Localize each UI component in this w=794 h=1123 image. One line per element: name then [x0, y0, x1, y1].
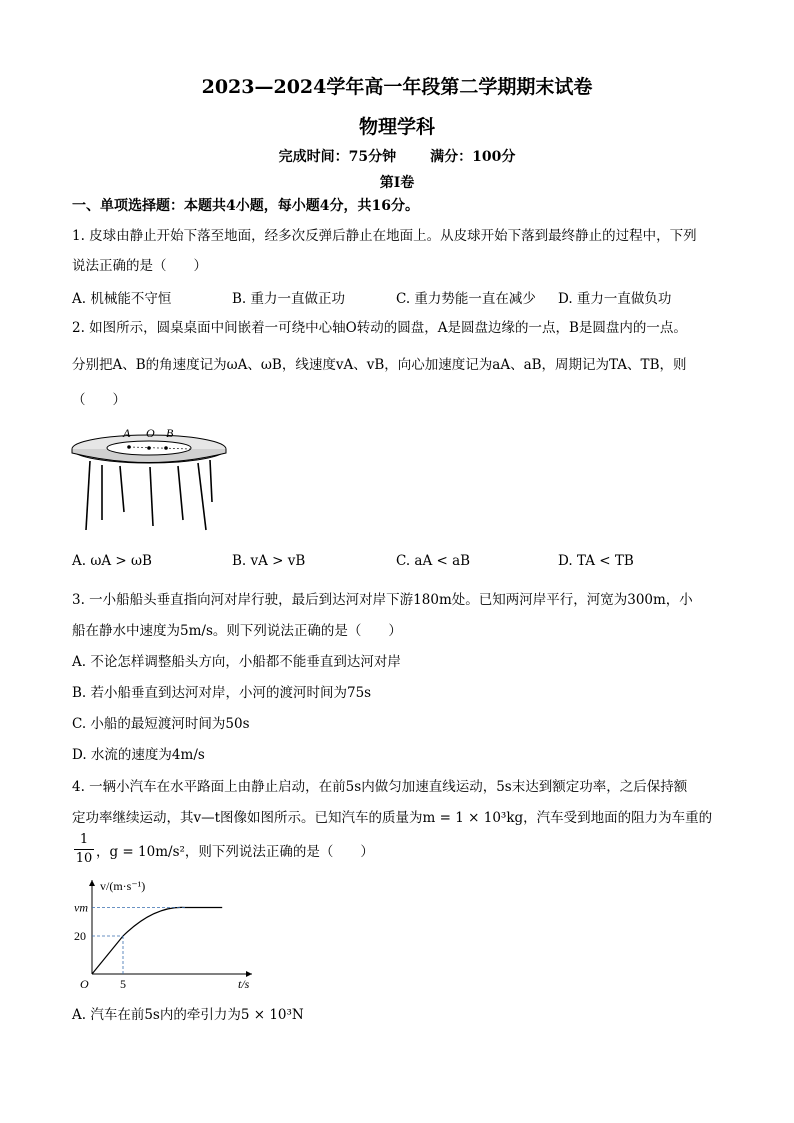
exam-info: [0, 146, 794, 166]
q2-option-b: B. vA > vB: [232, 553, 306, 569]
x-tick-5: 5: [120, 977, 126, 991]
power-curve: [123, 907, 222, 936]
fraction-numerator: 1: [79, 832, 89, 847]
q1-option-b: B. 重力一直做正功: [232, 291, 346, 307]
q4-option-a: A. 汽车在前5s内的牵引力为5 × 10³N: [72, 1007, 304, 1023]
point-a-label: A: [123, 426, 131, 440]
q1-stem-line2: 说法正确的是（ ）: [72, 258, 207, 274]
exam-score: 满分：100分: [430, 149, 516, 165]
x-axis-label: t/s: [238, 977, 250, 991]
q3-option-d: D. 水流的速度为4m/s: [72, 747, 205, 763]
q1-option-c: C. 重力势能一直在减少: [396, 291, 536, 307]
y-tick-20: 20: [74, 929, 86, 943]
volume-label: 第Ⅰ卷: [379, 175, 415, 191]
q2-stem-line1: 2. 如图所示，圆桌桌面中间嵌着一可绕中心轴O转动的圆盘，A是圆盘边缘的一点，B是圆盘内的一点。: [72, 320, 687, 336]
q4-stem-line1: 4. 一辆小汽车在水平路面上由静止启动，在前5s内做匀加速直线运动，5s末达到额定功率，之后保持额: [72, 779, 688, 795]
q2-option-a: A. ωA > ωB: [72, 553, 152, 569]
q4-stem-line3: ，g = 10m/s²，则下列说法正确的是（ ）: [96, 844, 374, 860]
subject-title: 物理学科: [358, 116, 435, 138]
fraction-one-tenth: [72, 832, 96, 867]
q3-option-c: C. 小船的最短渡河时间为50s: [72, 716, 250, 732]
q2-option-c: C. aA < aB: [396, 553, 471, 569]
q2-option-d: D. TA < TB: [558, 553, 634, 569]
q1-option-d: D. 重力一直做负功: [558, 291, 672, 307]
vt-graph: [70, 872, 260, 992]
section-heading: 一、单项选择题：本题共4小题，每小题4分，共16分。: [72, 198, 419, 214]
q1-stem-line1: 1. 皮球由静止开始下落至地面，经多次反弹后静止在地面上。从皮球开始下落到最终静止的过程中，下列: [72, 228, 697, 244]
q3-stem-line1: 3. 一小船船头垂直指向河对岸行驶，最后到达河对岸下游180m处。已知两河岸平行，河宽为300m，小: [72, 592, 693, 608]
q4-stem-line2: 定功率继续运动，其v—t图像如图所示。已知汽车的质量为m = 1 × 10³kg，汽车受到地面的阻力为车重的: [72, 810, 713, 826]
q2-stem-line2: 分别把A、B的角速度记为ωA、ωB，线速度vA、vB，向心加速度记为aA、aB，周期记为TA、TB，则: [72, 357, 687, 373]
y-axis-label: v/(m·s⁻¹): [100, 879, 146, 893]
fraction-denominator: 10: [75, 851, 93, 866]
exam-title: 2023—2024学年高一年段第二学期期末试卷: [201, 76, 593, 98]
origin-label: O: [80, 977, 89, 991]
q3-option-a: A. 不论怎样调整船头方向，小船都不能垂直到达河对岸: [72, 654, 401, 670]
y-tick-vm: vm: [74, 900, 88, 915]
accel-segment: [92, 936, 123, 974]
q3-stem-line2: 船在静水中速度为5m/s。则下列说法正确的是（ ）: [72, 623, 402, 639]
exam-time: 完成时间：75分钟: [278, 149, 397, 165]
q1-option-a: A. 机械能不守恒: [72, 291, 172, 307]
point-b-label: B: [166, 426, 174, 440]
q2-stem-line3: （ ）: [72, 392, 126, 408]
point-o-label: O: [146, 426, 155, 440]
q3-option-b: B. 若小船垂直到达河对岸，小河的渡河时间为75s: [72, 685, 372, 701]
round-table-figure: [70, 422, 230, 534]
